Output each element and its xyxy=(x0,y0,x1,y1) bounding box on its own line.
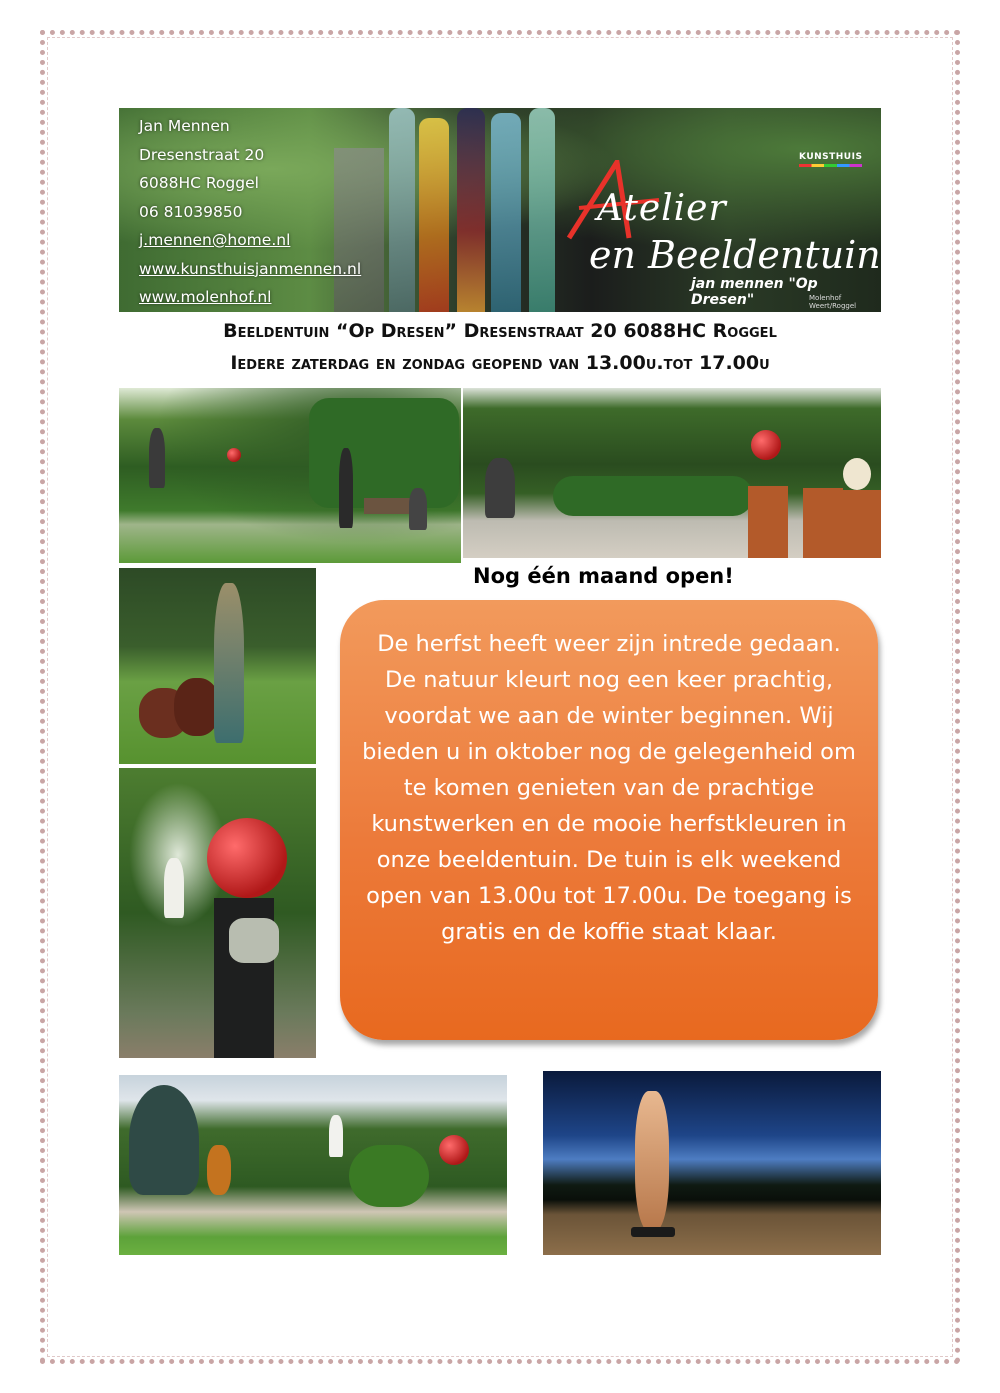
website-link-molenhof[interactable]: www.molenhof.nl xyxy=(139,288,272,306)
headline: Nog één maand open! xyxy=(473,564,734,588)
garden-photo-bench xyxy=(119,388,461,563)
seated-figure xyxy=(409,488,427,530)
contact-postal: 6088HC Roggel xyxy=(139,174,259,192)
contact-street: Dresenstraat 20 xyxy=(139,145,265,164)
vase-sculpture xyxy=(207,1145,231,1195)
kunsthuis-logo xyxy=(799,152,862,167)
sculpture xyxy=(485,458,515,518)
contact-name: Jan Mennen xyxy=(139,117,230,135)
standing-figure-sculpture xyxy=(214,583,244,743)
logo-brand-text: jan mennen "Op Dresen" xyxy=(691,276,818,308)
header-banner xyxy=(119,108,881,312)
kunsthuis-logo-text: KUNSTHUIS xyxy=(799,152,863,162)
plinth xyxy=(841,490,881,558)
white-statue xyxy=(164,858,184,918)
address-line: Beeldentuin “Op Dresen” Dresenstraat 20 6088HC Roggel xyxy=(223,320,777,342)
red-ball-sculpture xyxy=(751,430,781,460)
kunsthuis-logo-colorbar xyxy=(799,164,862,167)
contact-email-link[interactable]: j.mennen@home.nl xyxy=(139,231,291,249)
hedge xyxy=(553,476,753,516)
plinth xyxy=(748,486,788,558)
banner-glass-panel xyxy=(419,118,449,312)
white-statue xyxy=(329,1115,343,1157)
night-photo-dancer-sculpture xyxy=(543,1071,881,1255)
contact-phone: 06 81039850 xyxy=(139,202,243,221)
round-hedge xyxy=(349,1145,429,1207)
banner-glass-panel xyxy=(457,108,485,312)
dancer-sculpture xyxy=(635,1091,669,1231)
banner-glass-panel xyxy=(389,108,415,312)
garden-photo-red-ball xyxy=(119,768,316,1058)
garden-photo-dogs xyxy=(119,568,316,764)
red-ball-sculpture xyxy=(207,818,287,898)
logo-atelier-text: Atelier xyxy=(597,188,727,229)
banner-glass-panel xyxy=(491,113,521,312)
red-ball-sculpture xyxy=(227,448,241,462)
hedge xyxy=(309,398,459,508)
contact-block xyxy=(139,112,361,312)
sculpture-base xyxy=(631,1227,675,1237)
stone-sculpture xyxy=(229,918,279,963)
garden-photo-plinths xyxy=(463,388,881,558)
plinth xyxy=(803,488,843,558)
opening-hours-line: Iedere zaterdag en zondag geopend van 13.00u.tot 17.00u xyxy=(230,352,770,374)
announcement-text: De herfst heeft weer zijn intrede gedaan. De natuur kleurt nog een keer prachtig, voordat we aan de winter beginnen. Wij bieden u in oktober nog de gelegenheid om te komen genieten van de prachtige kunstwerken en de mooie herfstkleuren in onze beeldentuin. De tuin is elk weekend open van 13.00u tot 17.00u. De toegang is gratis en de koffie staat klaar. xyxy=(362,631,856,945)
sculpture xyxy=(149,428,165,488)
sculpture xyxy=(339,448,353,528)
logo-beeldentuin-text: en Beeldentuin xyxy=(589,233,881,277)
logo-sub-text: Molenhof Weert/Roggel xyxy=(809,294,857,310)
white-sculpture xyxy=(843,458,871,490)
red-ball-sculpture xyxy=(439,1135,469,1165)
garden-photo-bird-sculpture xyxy=(119,1075,507,1255)
website-link-kunsthuis[interactable]: www.kunsthuisjanmennen.nl xyxy=(139,259,362,278)
bird-sculpture xyxy=(129,1085,199,1195)
banner-glass-panel xyxy=(529,108,555,312)
